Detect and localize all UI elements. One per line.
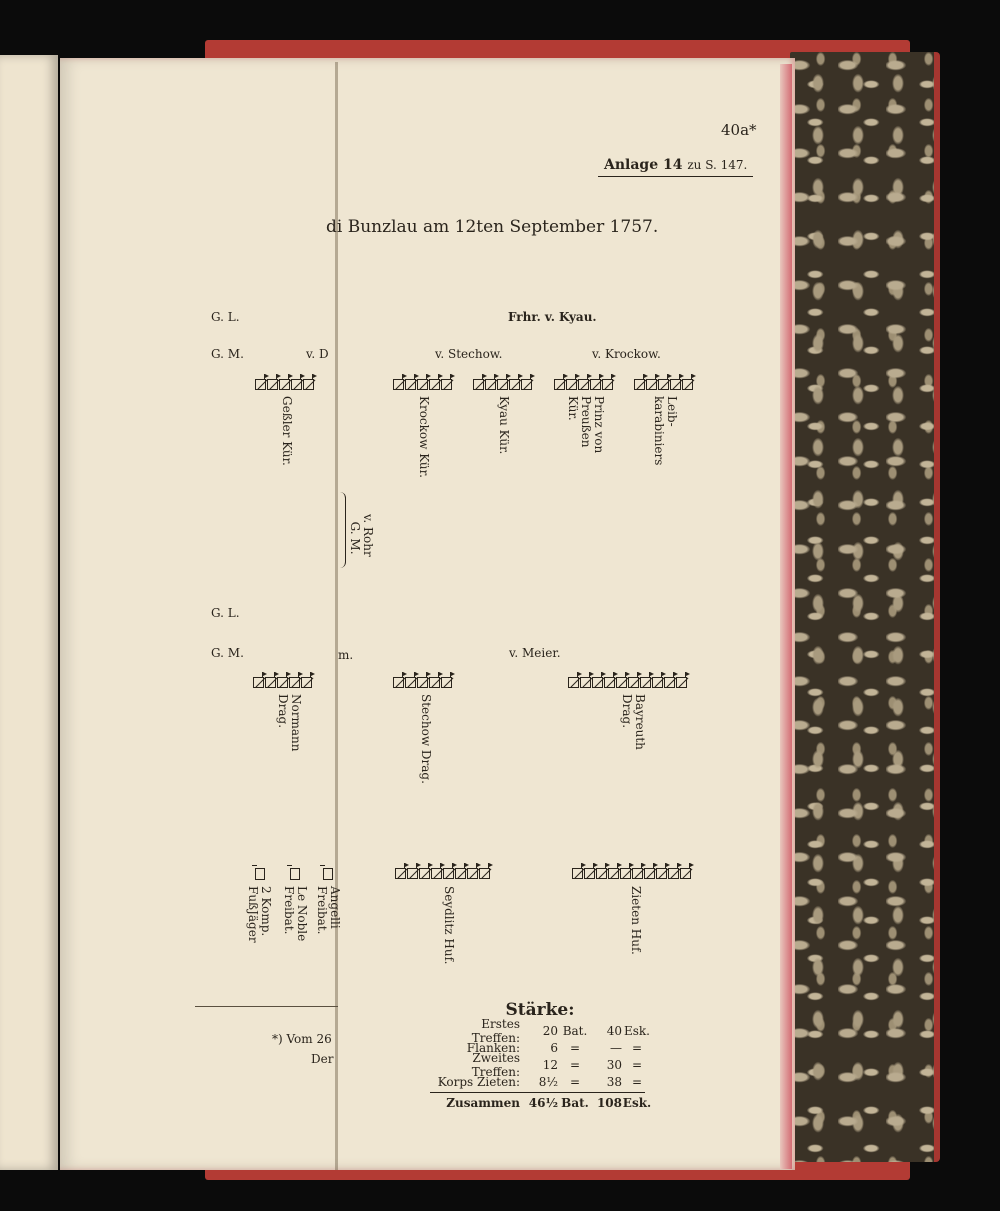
squadron-flags (634, 374, 693, 390)
footnote-rule (195, 1006, 338, 1007)
gl-label-first: G. L. (211, 310, 240, 324)
anlage-label (604, 157, 747, 173)
unit-marker (290, 868, 300, 880)
footnote-line: *) Vom 26 (272, 1032, 332, 1046)
gm-label-first: G. M. (211, 347, 244, 361)
squadron-flags (572, 863, 691, 879)
first-line-commander: Frhr. v. Kyau. (508, 310, 597, 324)
marbled-cover (790, 52, 940, 1162)
anlage-underline (598, 176, 753, 177)
anlage-title: Anlage 14 (604, 157, 683, 173)
regiment-label: Bayreuth Drag. (620, 694, 647, 750)
flank-rank: G. M. (348, 521, 362, 555)
regiment-label: Krockow Kür. (417, 396, 431, 478)
unit-marker (255, 868, 265, 880)
regiment-label: Prinz von Preußen Kür. (566, 396, 606, 454)
brigade-krockow: v. Krockow. (592, 347, 661, 361)
total-rule (430, 1092, 645, 1093)
squadron-flags (568, 672, 687, 688)
unit-label: Le Noble Freibat. (282, 886, 309, 942)
strength-heading: Stärke: (505, 1000, 575, 1020)
page-title: di Bunzlau am 12ten September 1757. (326, 217, 659, 237)
strength-row: Flanken: 6 = — = (466, 1040, 643, 1055)
brigade-v-d: v. D (306, 347, 329, 361)
brigade-m: m. (338, 648, 354, 662)
regiment-label: Geßler Kür. (280, 396, 294, 466)
brigade-meier: v. Meier. (509, 646, 561, 660)
gl-label-second: G. L. (211, 606, 240, 620)
strength-table (430, 1000, 660, 1111)
squadron-flags (395, 863, 490, 879)
squadron-flags (393, 672, 452, 688)
flank-bracket (338, 492, 346, 568)
regiment-label: Zieten Huf. (629, 886, 643, 955)
anlage-ref: zu S. 147. (687, 158, 748, 172)
regiment-label: Normann Drag. (276, 694, 303, 752)
squadron-flags (473, 374, 532, 390)
squadron-flags (554, 374, 613, 390)
squadron-flags (255, 374, 314, 390)
unit-label: 2 Komp. FußJäger (246, 886, 273, 943)
strength-row: Erstes Treffen: 20 Bat. 40 Esk. (471, 1016, 650, 1045)
page-edge (780, 64, 792, 1169)
regiment-label: Leib- karabiniers (652, 396, 679, 466)
page-number: 40a* (721, 121, 757, 139)
squadron-flags (253, 672, 312, 688)
strength-row: Zweites Treffen: 12 = 30 = (471, 1050, 643, 1079)
footnote-line: Der (311, 1052, 334, 1066)
regiment-label: Seydlitz Huf. (442, 886, 456, 965)
strength-row: Korps Zieten: 8½ = 38 = (437, 1074, 643, 1089)
regiment-label: Stechow Drag. (419, 694, 433, 784)
unit-label: Angelli Freibat. (315, 886, 342, 935)
brigade-stechow: v. Stechow. (435, 347, 503, 361)
gm-label-second: G. M. (211, 646, 244, 660)
unit-marker (323, 868, 333, 880)
squadron-flags (393, 374, 452, 390)
flank-name: v. Rohr (361, 514, 375, 557)
strength-total-row: Zusammen 46½ Bat. 108 Esk. (446, 1095, 652, 1110)
left-page-edge (0, 55, 58, 1170)
regiment-label: Kyau Kür. (497, 396, 511, 455)
